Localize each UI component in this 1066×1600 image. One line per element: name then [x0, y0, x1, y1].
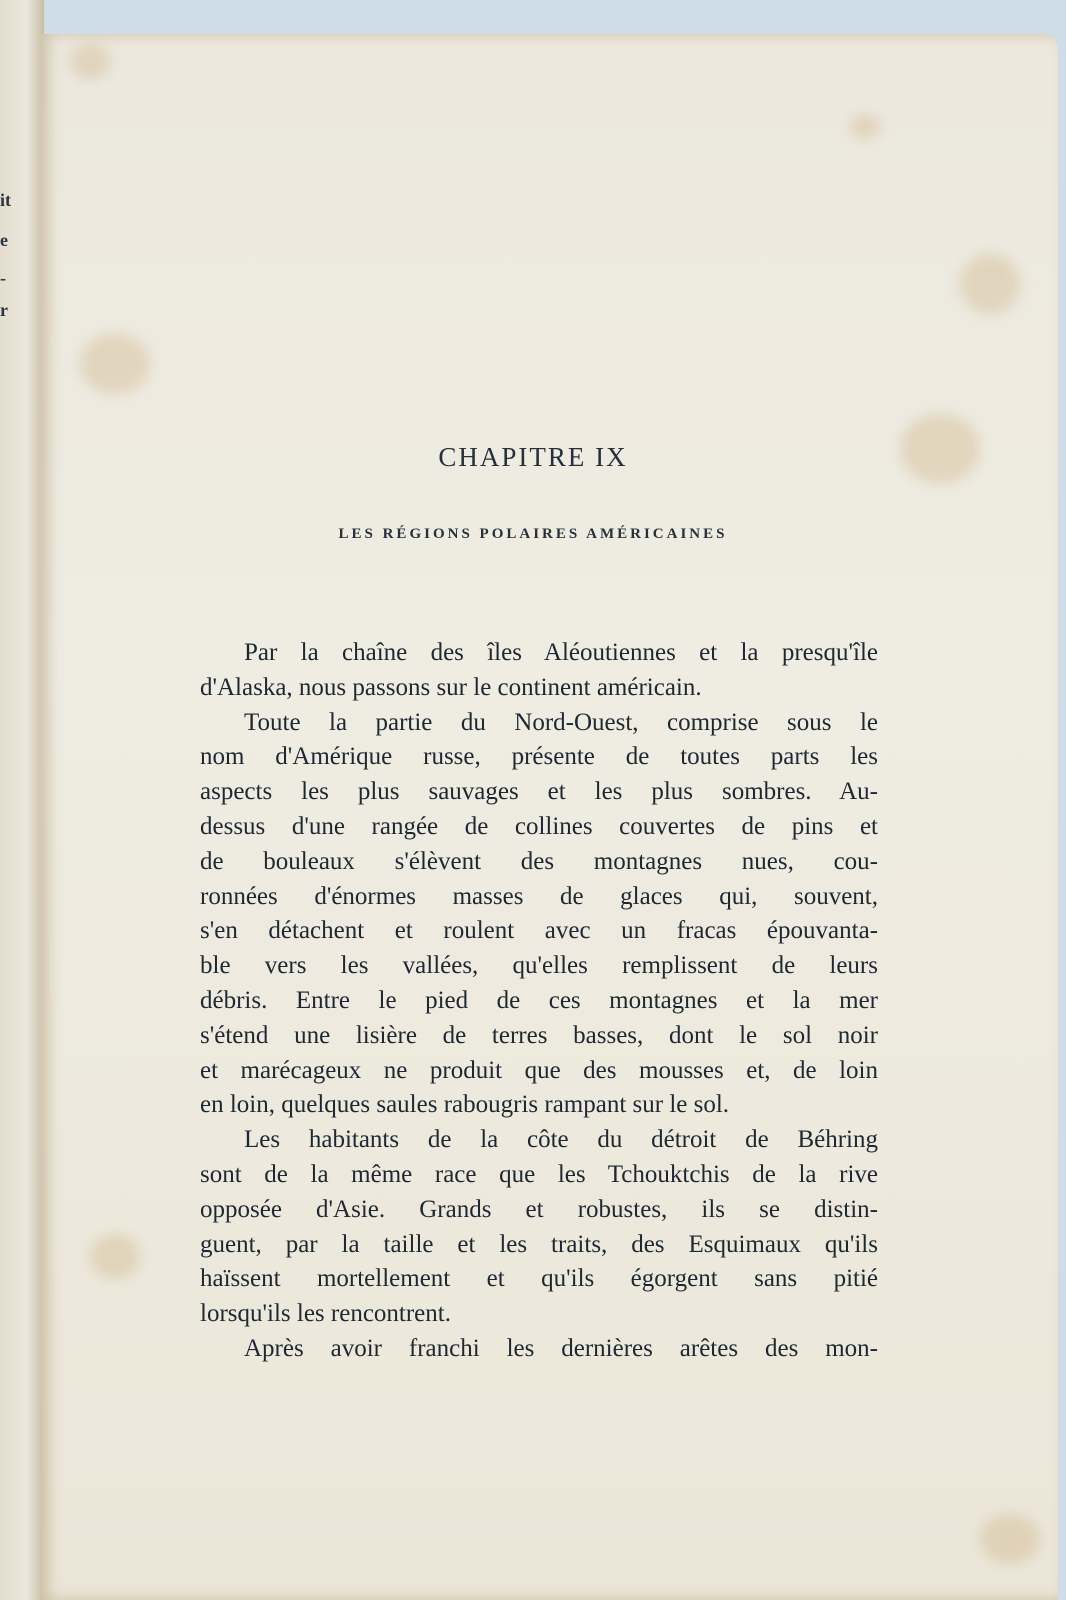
foxing-stain [70, 44, 110, 79]
foxing-stain [960, 254, 1020, 314]
text-line: dessus d'une rangée de collines couvertes de pins et [200, 812, 878, 840]
text-line: en loin, quelques saules rabougris rampant sur le sol. [200, 1091, 730, 1119]
text-line: lorsqu'ils les rencontrent. [200, 1300, 451, 1328]
text-line: haïssent mortellement et qu'ils égorgent sans pitié [200, 1265, 878, 1293]
text-line: Toute la partie du Nord-Ouest, comprise sous le [244, 708, 878, 736]
text-line: sont de la même race que les Tchouktchis de la rive [200, 1160, 878, 1188]
left-page-fragment: - [0, 268, 6, 288]
text-line: débris. Entre le pied de ces montagnes et la mer [200, 986, 878, 1014]
text-line: ble vers les vallées, qu'elles remplissent de leurs [200, 952, 878, 980]
text-line: aspects les plus sauvages et les plus sombres. Au- [200, 778, 878, 806]
left-page-fragment: it [0, 190, 11, 210]
text-line: Les habitants de la côte du détroit de Béhring [244, 1126, 878, 1154]
text-line: s'en détachent et roulent avec un fracas épouvanta- [200, 917, 878, 945]
foxing-stain [80, 334, 150, 394]
text-line: opposée d'Asie. Grands et robustes, ils se distin- [200, 1195, 878, 1223]
chapter-title: CHAPITRE IX [438, 442, 628, 472]
chapter-subtitle: LES RÉGIONS POLAIRES AMÉRICAINES [338, 526, 728, 542]
foxing-stain [90, 1234, 140, 1279]
text-line: Par la chaîne des îles Aléoutiennes et la presqu'île [244, 639, 878, 666]
text-line: Après avoir franchi les dernières arêtes des mon- [244, 1334, 878, 1362]
foxing-stain [850, 114, 880, 139]
body-text [200, 636, 878, 1367]
text-line: nom d'Amérique russe, présente de toutes parts les [200, 743, 878, 771]
text-line: et marécageux ne produit que des mousses et, de loin [200, 1056, 878, 1084]
left-page-fragment: e [0, 230, 8, 250]
left-page-fragment: r [0, 300, 8, 320]
text-line: guent, par la taille et les traits, des Esquimaux qu'ils [200, 1230, 878, 1258]
text-line: d'Alaska, nous passons sur le continent américain. [200, 673, 702, 701]
text-line: ronnées d'énormes masses de glaces qui, souvent, [200, 882, 878, 910]
text-line: s'étend une lisière de terres basses, dont le sol noir [200, 1021, 878, 1049]
left-page-edge [0, 0, 44, 1600]
foxing-stain [980, 1514, 1040, 1564]
text-line: de bouleaux s'élèvent des montagnes nues, cou- [200, 847, 878, 875]
